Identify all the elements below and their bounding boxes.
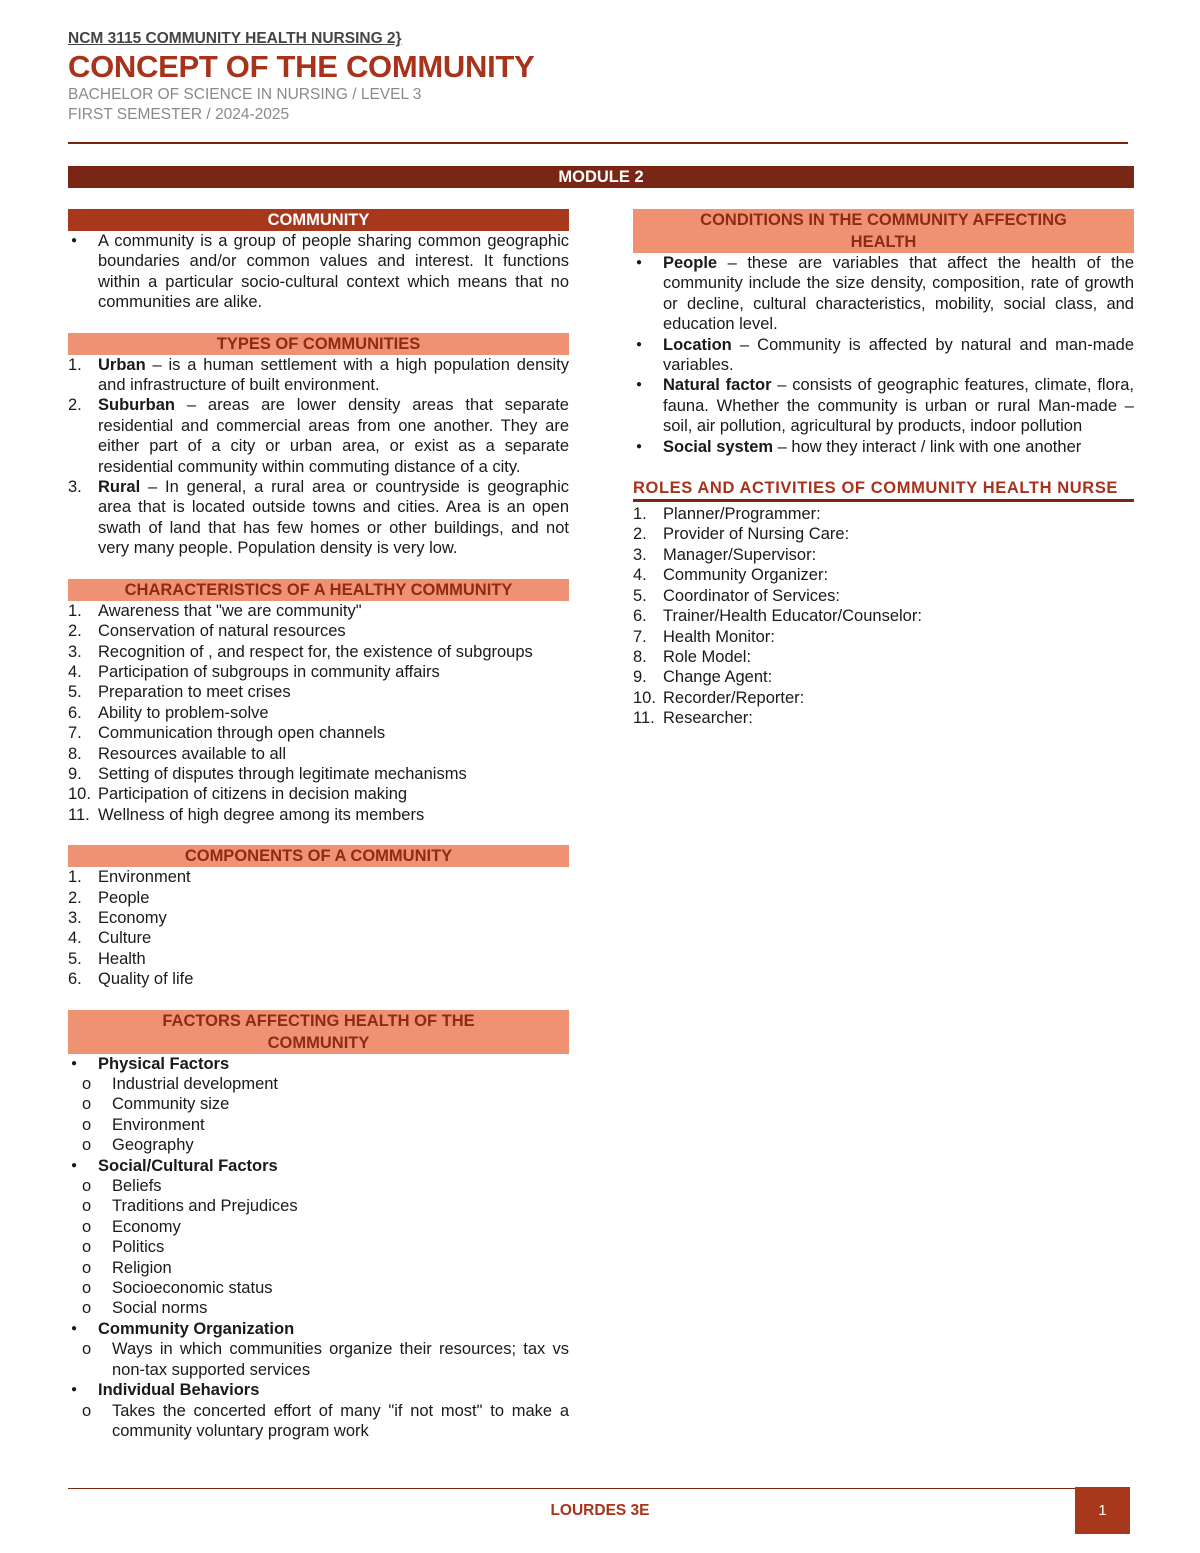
module-banner: MODULE 2 (68, 166, 1134, 188)
factor-subitem: o Geography (68, 1135, 569, 1155)
term-description: – In general, a rural area or countryside is geographic area that is located outside towns and cities. Area is an open swath of land that has few homes or other buildings, and not very many people. Population density is very low. (98, 478, 569, 558)
list-number: 3. (633, 545, 647, 564)
list-number: 11. (68, 805, 90, 824)
list-text: Planner/Programmer: (663, 505, 821, 524)
list-item (633, 667, 1134, 687)
list-number: 3. (68, 908, 82, 927)
list-item (633, 335, 1134, 376)
list-number: 9. (68, 764, 82, 783)
components-heading: COMPONENTS OF A COMMUNITY (68, 845, 569, 867)
list-number: 2. (68, 622, 82, 641)
list-item (633, 253, 1134, 335)
list-item (68, 928, 569, 948)
factors-list (68, 1054, 569, 1442)
factor-group (68, 1054, 569, 1156)
list-item (68, 723, 569, 743)
list-item (68, 764, 569, 784)
list-item (68, 395, 569, 477)
factor-group-label: Community Organization (98, 1319, 295, 1338)
list-item (633, 688, 1134, 708)
factor-subitem: o Environment (68, 1115, 569, 1135)
list-text: Trainer/Health Educator/Counselor: (663, 607, 922, 626)
factor-group-label: Social/Cultural Factors (98, 1156, 278, 1175)
list-number: 5. (68, 949, 82, 968)
list-text: Coordinator of Services: (663, 586, 840, 605)
list-text: Conservation of natural resources (98, 622, 346, 641)
list-text: Researcher: (663, 709, 753, 728)
list-text: Wellness of high degree among its members (98, 805, 425, 824)
term: Rural (98, 478, 141, 497)
document-header (68, 30, 1130, 125)
term-description: – how they interact / link with one another (773, 437, 1082, 456)
list-text: Quality of life (98, 970, 194, 989)
list-item (68, 784, 569, 804)
list-text: Recognition of , and respect for, the existence of subgroups (98, 642, 533, 661)
list-text: Change Agent: (663, 668, 773, 687)
factors-heading-line1: FACTORS AFFECTING HEALTH OF THE (162, 1011, 475, 1030)
page-number: 1 (1075, 1487, 1130, 1534)
list-text: Awareness that "we are community" (98, 601, 362, 620)
list-text: Environment (98, 868, 191, 887)
roles-list (633, 504, 1134, 728)
list-number: 8. (68, 744, 82, 763)
list-item (68, 908, 569, 928)
right-column (633, 209, 1134, 729)
factor-sublist (98, 1176, 569, 1319)
factor-subitem: o Beliefs (68, 1176, 569, 1196)
list-number: 7. (633, 627, 647, 646)
term: Suburban (98, 396, 175, 415)
list-number: 8. (633, 647, 647, 666)
characteristics-heading: CHARACTERISTICS OF A HEALTHY COMMUNITY (68, 579, 569, 601)
list-text: Provider of Nursing Care: (663, 525, 850, 544)
term-description: – Community is affected by natural and man-made variables. (663, 335, 1134, 375)
factor-group (68, 1319, 569, 1380)
conditions-list (633, 253, 1134, 457)
factor-group (68, 1380, 569, 1441)
program-line: BACHELOR OF SCIENCE IN NURSING / LEVEL 3 (68, 86, 422, 103)
list-number: 6. (68, 703, 82, 722)
factor-subitem: o Industrial development (68, 1074, 569, 1094)
list-text: Recorder/Reporter: (663, 688, 805, 707)
factor-group (68, 1156, 569, 1319)
list-text: Communication through open channels (98, 724, 386, 743)
list-item (68, 744, 569, 764)
list-item (633, 647, 1134, 667)
list-item (68, 805, 569, 825)
list-text: Ability to problem-solve (98, 703, 269, 722)
list-item (68, 621, 569, 641)
community-definition: ● A community is a group of people sharing common geographic boundaries and/or common values and interest. It functions within a particular socio-cultural context which means that no communities are alike. (68, 231, 569, 313)
factor-sublist (98, 1074, 569, 1156)
list-text: Participation of citizens in decision making (98, 785, 408, 804)
course-code: NCM 3115 COMMUNITY HEALTH NURSING 2} (68, 30, 402, 47)
factor-sublist (98, 1339, 569, 1380)
list-number: 6. (633, 607, 647, 626)
list-item (633, 375, 1134, 436)
list-item (633, 545, 1134, 565)
list-item (68, 888, 569, 908)
factor-subitem: o Traditions and Prejudices (68, 1196, 569, 1216)
list-number: 2. (633, 525, 647, 544)
list-text: Community Organizer: (663, 566, 829, 585)
factor-subitem: o Community size (68, 1094, 569, 1114)
list-number: 4. (68, 662, 82, 681)
list-number: 10. (68, 785, 91, 804)
factors-heading (68, 1010, 569, 1054)
list-item (68, 601, 569, 621)
list-item (68, 867, 569, 887)
term: Urban (98, 355, 146, 374)
types-heading: TYPES OF COMMUNITIES (68, 333, 569, 355)
list-text: Health (98, 949, 146, 968)
factor-subitem: o Socioeconomic status (68, 1278, 569, 1298)
list-number: 3. (68, 642, 82, 661)
list-number: 4. (633, 566, 647, 585)
list-text: Preparation to meet crises (98, 683, 291, 702)
factor-group-label: Physical Factors (98, 1054, 230, 1073)
list-number: 11. (633, 709, 655, 728)
list-number: 10. (633, 688, 656, 707)
document-title: CONCEPT OF THE COMMUNITY (68, 49, 535, 84)
list-item (633, 606, 1134, 626)
term: Location (663, 335, 732, 354)
list-item (633, 627, 1134, 647)
list-text: Health Monitor: (663, 627, 775, 646)
factor-subitem: o Takes the concerted effort of many "if not most" to make a community voluntary program work (68, 1401, 569, 1442)
list-number: 1. (68, 868, 82, 887)
types-list (68, 355, 569, 559)
factor-subitem: o Social norms (68, 1298, 569, 1318)
list-text: Resources available to all (98, 744, 287, 763)
list-item (68, 682, 569, 702)
list-text: Role Model: (663, 647, 752, 666)
list-number: 1. (68, 601, 82, 620)
list-item (68, 662, 569, 682)
list-text: People (98, 888, 150, 907)
list-item (68, 969, 569, 989)
factor-sublist (98, 1401, 569, 1442)
list-text: Economy (98, 908, 167, 927)
list-text: Setting of disputes through legitimate mechanisms (98, 764, 467, 783)
header-divider (68, 142, 1128, 144)
list-number: 3. (68, 478, 82, 497)
term: People (663, 254, 718, 272)
list-item (633, 504, 1134, 524)
list-number: 2. (68, 396, 82, 415)
semester-line: FIRST SEMESTER / 2024-2025 (68, 106, 290, 123)
list-number: 4. (68, 929, 82, 948)
factor-subitem: o Politics (68, 1237, 569, 1257)
left-column (68, 209, 569, 1441)
term-description: – is a human settlement with a high population density and infrastructure of built environment. (98, 355, 569, 395)
list-number: 2. (68, 888, 82, 907)
list-number: 5. (633, 586, 647, 605)
list-text: Culture (98, 929, 152, 948)
term-description: – consists of geographic features, climate, flora, fauna. Whether the community is urban or rural Man-made – soil, air pollution, agricultural by products, indoor pollution (663, 376, 1134, 436)
footer-divider (68, 1488, 1130, 1489)
list-number: 1. (633, 505, 647, 524)
list-item (68, 949, 569, 969)
list-item (68, 477, 569, 559)
list-number: 6. (68, 970, 82, 989)
list-text: Manager/Supervisor: (663, 545, 817, 564)
list-number: 9. (633, 668, 647, 687)
list-item (633, 524, 1134, 544)
term-description: – areas are lower density areas that separate residential and commercial areas from one another. They are either part of a city or urban area, or exist as a separate residential community within commuting distance of a city. (98, 396, 569, 476)
list-item (633, 565, 1134, 585)
conditions-heading-line2: HEALTH (850, 233, 917, 251)
list-item (633, 708, 1134, 728)
list-item (633, 437, 1134, 457)
characteristics-list (68, 601, 569, 825)
list-text: Participation of subgroups in community affairs (98, 662, 440, 681)
list-item (68, 355, 569, 396)
list-number: 1. (68, 355, 82, 374)
list-item (68, 642, 569, 662)
list-number: 5. (68, 683, 82, 702)
list-item (633, 586, 1134, 606)
footer-author: LOURDES 3E (550, 1502, 650, 1519)
roles-heading: ROLES AND ACTIVITIES OF COMMUNITY HEALTH NURSE (633, 477, 1134, 502)
components-list (68, 867, 569, 989)
factor-subitem: o Economy (68, 1217, 569, 1237)
conditions-heading-line1: CONDITIONS IN THE COMMUNITY AFFECTING (700, 211, 1067, 229)
conditions-heading (633, 209, 1134, 253)
community-list (68, 231, 569, 313)
factors-heading-line2: COMMUNITY (267, 1033, 370, 1052)
list-number: 7. (68, 724, 82, 743)
list-item (68, 703, 569, 723)
factor-subitem: o Ways in which communities organize their resources; tax vs non-tax supported services (68, 1339, 569, 1380)
factor-group-label: Individual Behaviors (98, 1381, 260, 1400)
community-heading: COMMUNITY (68, 209, 569, 231)
term-description: – these are variables that affect the health of the community include the size density, composition, rate of growth or decline, cultural characteristics, mobility, social class, and education level. (663, 254, 1134, 334)
term: Natural factor (663, 376, 772, 395)
factor-subitem: o Religion (68, 1258, 569, 1278)
term: Social system (663, 437, 774, 456)
